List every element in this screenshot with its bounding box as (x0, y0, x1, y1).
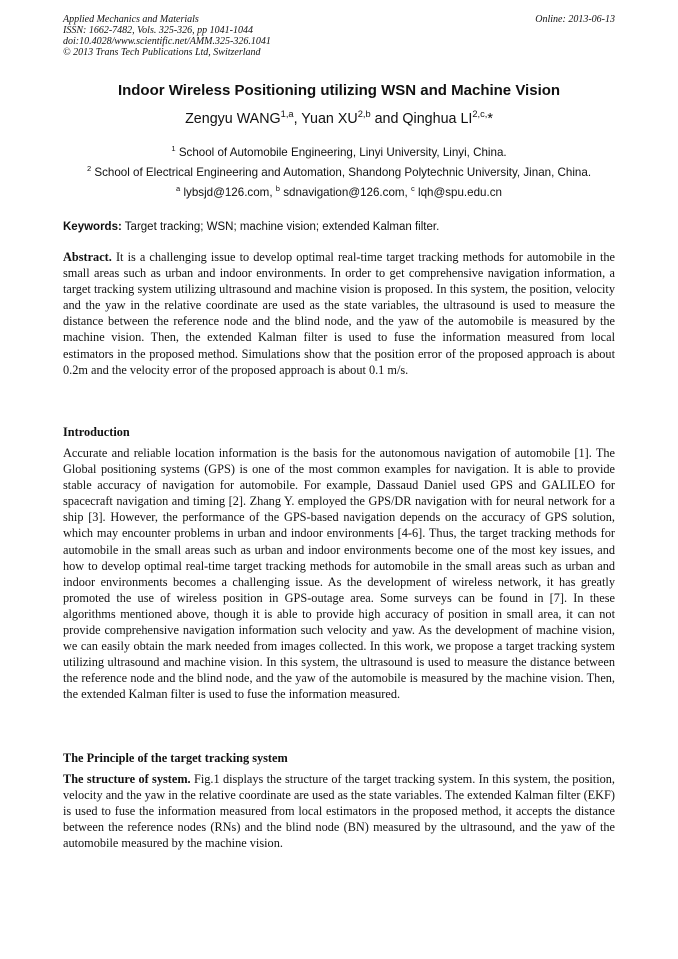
copyright-line: © 2013 Trans Tech Publications Ltd, Switzerland (63, 47, 261, 58)
introduction-heading: Introduction (63, 425, 130, 439)
principle-label: The structure of system. (63, 772, 191, 786)
affiliation-1 (40, 146, 638, 159)
author-separator: , (293, 111, 302, 127)
author-affiliation-mark: 2,c, (472, 109, 488, 120)
keywords-text: Target tracking; WSN; machine vision; extended Kalman filter. (124, 221, 440, 233)
author-name: Yuan XU (301, 111, 358, 127)
author-separator: and (370, 111, 403, 127)
author-name: Qinghua LI (402, 111, 473, 127)
journal-header (63, 14, 615, 58)
keywords-label: Keywords: (63, 221, 122, 233)
affiliation-mark: 2 (86, 164, 92, 174)
abstract-text: It is a challenging issue to develop optimal real-time target tracking methods for automobile in the small areas such as urban and indoor environments. In order to get comprehensive navigation information, a target tracking system utilizing ultrasound and machine vision is proposed. In this system, the position, velocity and the yaw in the relative coordinate are used as the state variables, the ultrasound is used to measure the distance between the reference node and the blind node, and the yaw of the automobile is measured by the machine vision. Then, the extended Kalman filter is used to fuse the information measured from local estimators in the proposed method. Simulations show that the position error of the proposed approach is about 0.2m and the velocity error of the proposed approach is about 0.1 m/s. (63, 250, 615, 377)
email-list (40, 186, 638, 199)
principle-text: Fig.1 displays the structure of the target tracking system. In this system, the position, velocity and the yaw in the relative coordinate are used as the state variables. The extended Kalman filter (EKF) is used to fuse the information measured from local estimators in the proposed method, it accepts the distance between the reference nodes (RNs) and the blind node (BN) measured by the ultrasound, and the yaw of the automobile measured by the machine vision. (63, 772, 615, 851)
affiliation-2 (40, 166, 638, 179)
doi-line: doi:10.4028/www.scientific.net/AMM.325-326.1041 (63, 36, 271, 47)
email-mark: b (275, 184, 280, 194)
journal-name: Applied Mechanics and Materials (63, 14, 199, 25)
author-name: Zengyu WANG (185, 111, 281, 127)
email-address: lybsjd@126.com, (183, 186, 276, 199)
introduction-body: Accurate and reliable location information is the basis for the autonomous navigation of automobile [1]. The Global positioning systems (GPS) is one of the most common examples for navigation. It is able to provide stable accuracy of navigation for automobile. For example, Dassaud Daniel used GPS and GALILEO for spacecraft navigation and timing [2]. Zhang Y. employed the GPS/DR navigation with for neural network for a ship [3]. However, the performance of the GPS-based navigation depends on the accuracy of GPS solution, which may encounter problems in urban and indoor environments [4-6]. Thus, the target tracking methods for automobile in the small areas such as urban and indoor environments become one of the most key issues, and how to develop optimal real-time target tracking methods for automobile in the small areas such as urban and indoor environments becomes a challenging issue. As the development of wireless network, it has greatly promoted the use of wireless position in GPS-outage area. Some surveys can be found in [7]. In these algorithms mentioned above, though it is able to provide high accuracy of position in small area, it can not provide comprehensive navigation information such velocity and yaw. As the development of machine vision, we can easily obtain the mark needed from images collected. In this work, we propose a target tracking system utilizing ultrasound and machine vision. In this system, the ultrasound is used to measure the distance between the reference node and the blind node, and the yaw of the automobile is measured by the machine vision. Then, the extended Kalman filter is used to fuse the information measured. (63, 446, 615, 702)
online-date: Online: 2013-06-13 (535, 14, 615, 25)
author-list (40, 111, 638, 127)
abstract (63, 249, 615, 378)
author-affiliation-mark: 2,b (357, 109, 371, 120)
principle-body (63, 771, 615, 851)
issn-line: ISSN: 1662-7482, Vols. 325-326, pp 1041-1044 (63, 25, 253, 36)
abstract-label: Abstract. (63, 250, 112, 264)
affiliation-mark: 1 (171, 144, 176, 154)
email-address: lqh@spu.edu.cn (418, 186, 502, 199)
email-mark: a (176, 184, 181, 194)
email-address: sdnavigation@126.com, (283, 186, 411, 199)
affiliation-text: School of Automobile Engineering, Linyi University, Linyi, China. (178, 146, 507, 159)
affiliation-text: School of Electrical Engineering and Automation, Shandong Polytechnic University, Jinan, China. (94, 166, 592, 179)
author-affiliation-mark: 1,a (280, 109, 294, 120)
paper-title: Indoor Wireless Positioning utilizing WSN and Machine Vision (117, 82, 561, 99)
principle-heading: The Principle of the target tracking system (63, 751, 288, 765)
keywords (63, 221, 615, 233)
corresponding-author-mark: * (487, 111, 493, 127)
email-mark: c (411, 184, 415, 194)
